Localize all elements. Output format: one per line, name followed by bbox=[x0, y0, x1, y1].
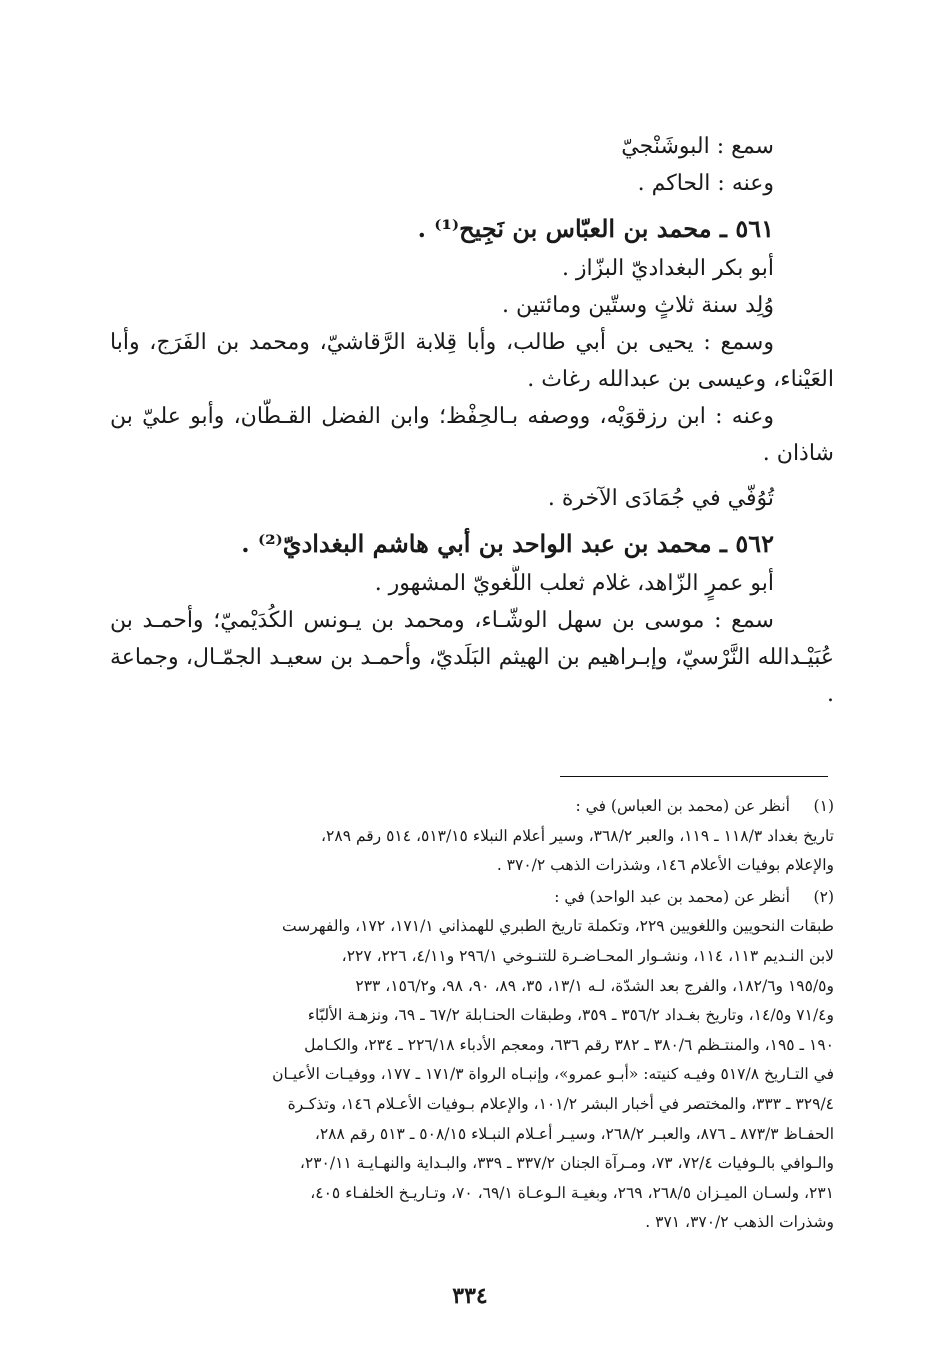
footnote-line: الحفـاظ ٨٧٣/٣ ـ ٨٧٦، والعبـر ٢٦٨/٢، وسيـر أعـلام النبـلاء ٥٠٨/١٥ ـ ٥١٣ رقم ٢٨٨، bbox=[314, 1124, 834, 1143]
entry-562-heard-from-text: سمع : موسى بن سهل الوشّـاء، ومحمد بن يـونس الكُدَيْميّ؛ وأحمـد بن عُبَيْـدالله النَّرْسيّ، وإبـراهيم بن الهيثم البَلَديّ، وأحمـد بن سعيـد الجمّـال، وجماعة . bbox=[110, 608, 834, 707]
footnote-line: أنظر عن (محمد بن عبد الواحد) في : bbox=[554, 887, 790, 906]
footnote-line: و١٩٥/٥ و١٨٢/٦، والفرج بعد الشدّة، لـه ١٣/١، ٣٥، ٨٩، ٩٠، ٩٨، و١٥٦/٢، ٢٣٣ bbox=[355, 976, 834, 995]
footnote-separator bbox=[560, 776, 828, 777]
spacer bbox=[110, 472, 834, 480]
entry-561-heard-from-text: وسمع : يحيى بن أبي طالب، وأبا قِلابة الرَّقاشيّ، ومحمد بن الفَرَج، وأبا العَيْناء، وعيسى بن عبدالله رغاث . bbox=[110, 330, 834, 392]
footnote-1 bbox=[110, 792, 834, 881]
footnote-line: أنظر عن (محمد بن العباس) في : bbox=[575, 797, 790, 815]
main-text bbox=[110, 128, 834, 713]
entry-heading-562: ٥٦٢ ـ محمد بن عبد الواحد بن أبي هاشم البغداديّ⁽²⁾ . bbox=[241, 529, 774, 558]
footnote-line: ٣٢٩/٤ ـ ٣٣٣، والمختصر في أخبار البشر ١٠١/٢، والإعلام بـوفيات الأعـلام ١٤٦، وتذكـرة bbox=[287, 1094, 834, 1113]
footnote-line: والـوافي بالـوفيات ٧٢/٤، ٧٣، ومـرآة الجنان ٣٣٧/٢ ـ ٣٣٩، والبـداية والنهـايـة ٢٣٠/١١، bbox=[299, 1154, 834, 1173]
entry-561-kunya: أبو بكر البغداديّ البزّاز . bbox=[561, 256, 774, 281]
entry-heading-561: ٥٦١ ـ محمد بن العبّاس بن نَجِيح⁽¹⁾ . bbox=[417, 214, 774, 243]
footnote-line: ١٩٠ ـ ١٩٥، والمنتـظم ٣٨٠/٦ ـ ٣٨٢ رقم ٦٣٦، ومعجم الأدباء ٢٢٦/١٨ ـ ٢٣٤، والكـامل bbox=[304, 1035, 834, 1054]
entry-561-narrated-by-text: وعنه : ابن رزقوَيْه، ووصفه بـالحِفْظ؛ وابن الفضل القـطّان، وأبو عليّ بن شاذان . bbox=[110, 404, 834, 466]
footnote-line: والإعلام بوفيات الأعلام ١٤٦، وشذرات الذهب ٣٧٠/٢ . bbox=[496, 856, 834, 875]
narrated-by-line: وعنه : الحاكم . bbox=[637, 171, 774, 196]
footnote-line: وشذرات الذهب ٣٧٠/٢، ٣٧١ . bbox=[645, 1213, 834, 1232]
footnote-line: تاريخ بغداد ١١٨/٣ ـ ١١٩، والعبر ٣٦٨/٢، وسير أعلام النبلاء ٥١٣/١٥، ٥١٤ رقم ٢٨٩، bbox=[321, 826, 834, 845]
footnote-line: و٧١/٤ و١٤/٥، وتاريخ بغـداد ٣٥٦/٢ ـ ٣٥٩، وطبقات الحنـابلة ٦٧/٢ ـ ٦٩، ونزهـة الألبّاء bbox=[307, 1006, 834, 1025]
entry-561-heard-from bbox=[110, 324, 834, 398]
entry-561-birth: وُلِد سنة ثلاثٍ وستّين ومائتين . bbox=[501, 293, 774, 318]
entry-562-heard-from bbox=[110, 602, 834, 713]
page-number: ٣٣٤ bbox=[452, 1283, 488, 1309]
footnote-body bbox=[576, 792, 791, 822]
entry-561-death: تُوُفّي في جُمَادَى الآخرة . bbox=[547, 486, 774, 511]
footnote-2 bbox=[110, 883, 834, 1238]
footnote-number: (١) bbox=[813, 797, 834, 815]
entry-561-narrated-by bbox=[110, 398, 834, 472]
footnote-number: (٢) bbox=[813, 887, 834, 906]
entry-562-kunya: أبو عمرٍ الزّاهد، غلام ثعلب اللُّغويّ المشهور . bbox=[374, 571, 774, 596]
footnote-body bbox=[554, 883, 790, 913]
heard-from-line: سمع : البوشَنْجيّ bbox=[621, 134, 774, 159]
footnote-line: طبقات النحويين واللغويين ٢٢٩، وتكملة تاريخ الطبري للهمذاني ١٧١/١، ١٧٢، والفهرست bbox=[281, 917, 834, 936]
footnote-line: في التـاريخ ٥١٧/٨ وفيـه كنيته: «أبـو عمرو»، وإنبـاه الرواة ١٧١/٣ ـ ١٧٧، ووفيـات الأعيـان bbox=[272, 1065, 834, 1084]
footnote-line: لابن النـديم ١١٣، ١١٤، ونشـوار المحـاضـرة للتنـوخي ٢٩٦/١ و٤/١١، ٢٢٦، ٢٢٧، bbox=[341, 946, 834, 965]
footnotes bbox=[110, 792, 834, 1240]
footnote-line: ٢٣١، ولسـان الميـزان ٢٦٨/٥، ٢٦٩، وبغيـة الـوعـاة ٦٩/١، ٧٠، وتـاريـخ الخلفـاء ٤٠٥، bbox=[310, 1183, 834, 1202]
